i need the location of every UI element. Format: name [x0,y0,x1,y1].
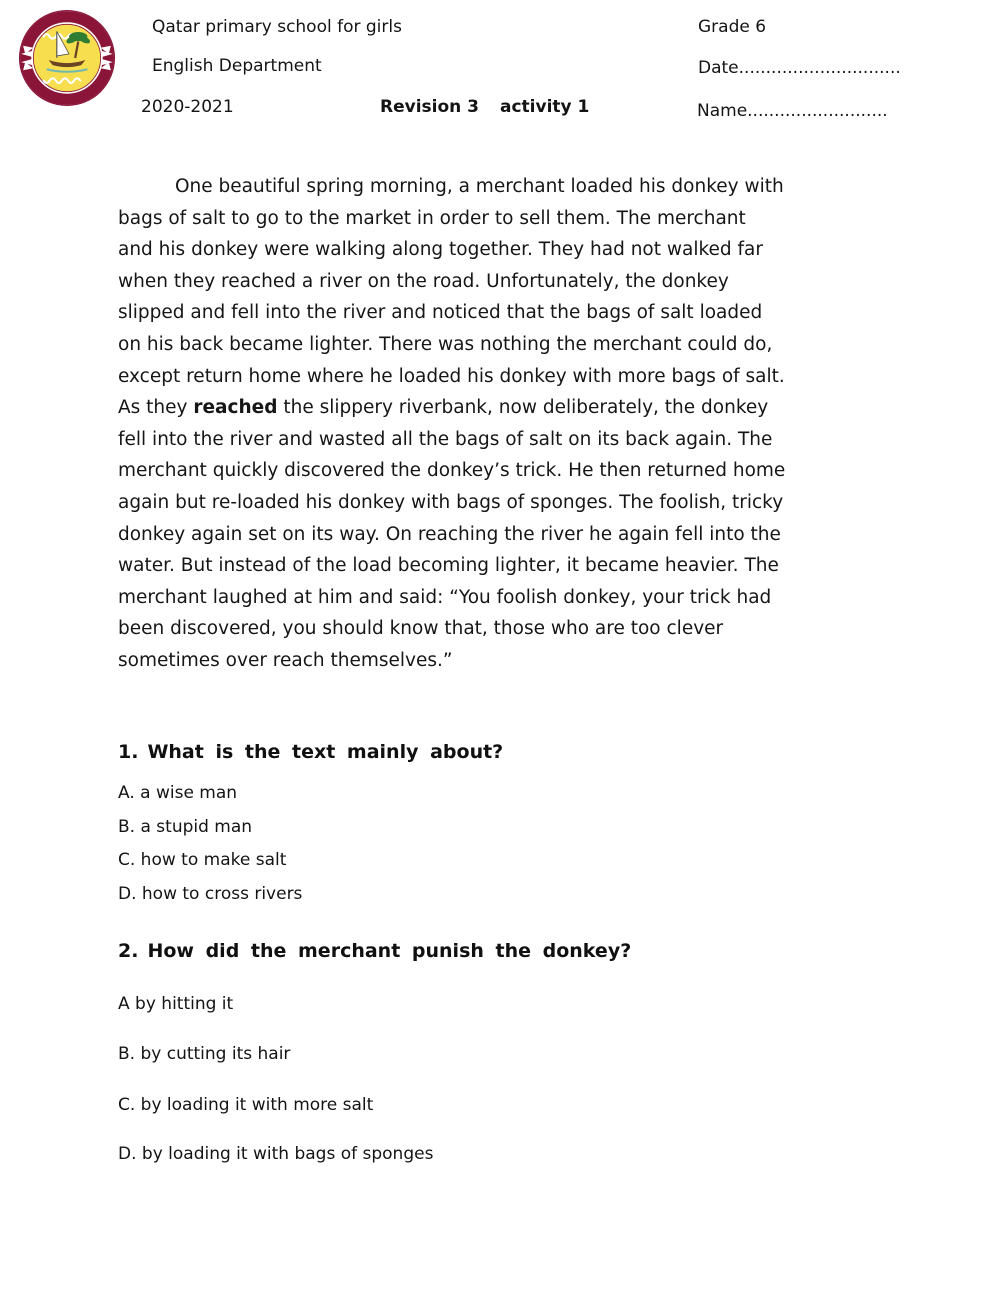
grade-label: Grade 6 [698,17,767,37]
passage-line: merchant quickly discovered the donkey’s trick. He then returned home [118,460,786,482]
question-1-option-a: A. a wise man [118,783,238,803]
passage-line: merchant laughed at him and said: “You foolish donkey, your trick had [118,586,772,608]
passage-text: the slippery riverbank, now deliberately, the donkey [277,397,769,419]
passage-line: One beautiful spring morning, a merchant loaded his donkey with [175,176,784,197]
passage-line: fell into the river and wasted all the bags of salt on its back again. The [118,428,773,450]
question-2-number: 2. [118,940,139,962]
revision-title: Revision 3 [380,97,480,117]
passage-line: sometimes over reach themselves.” [118,649,453,671]
passage-line: except return home where he loaded his donkey with more bags of salt. [118,365,785,387]
question-2-option-d: D. by loading it with bags of sponges [118,1144,434,1164]
passage-line: been discovered, you should know that, those who are too clever [118,618,724,640]
question-1-option-b: B. a stupid man [118,816,253,837]
passage-line: on his back became lighter. There was nothing the merchant could do, [118,333,773,355]
question-1-number: 1. [118,741,139,763]
department-name: English Department [152,56,322,76]
activity-title: activity 1 [500,97,590,117]
passage-line-with-bold [118,392,890,424]
question-1-options [118,777,302,911]
question-1-option-d: D. how to cross rivers [118,883,303,904]
question-2-title [118,940,631,962]
passage-line: again but re-loaded his donkey with bags of sponges. The foolish, tricky [118,491,784,513]
qatar-emblem-icon [16,6,118,110]
name-field: Name.......................... [697,101,888,121]
question-2-option-c: C. by loading it with more salt [118,1095,374,1115]
school-year: 2020-2021 [141,97,234,117]
passage-line: slipped and fell into the river and noticed that the bags of salt loaded [118,302,763,324]
question-1-title [118,741,503,763]
passage-line: when they reached a river on the road. Unfortunately, the donkey [118,270,729,292]
passage-text: As they [118,397,194,419]
passage-line: bags of salt to go to the market in order to sell them. The merchant [118,207,746,229]
question-1-option-c: C. how to make salt [118,850,287,870]
school-logo [16,6,118,110]
school-name: Qatar primary school for girls [152,17,402,37]
reading-passage [118,171,890,677]
date-field: Date.............................. [698,58,901,78]
question-2-option-a: A by hitting it [118,994,234,1014]
passage-line: donkey again set on its way. On reaching the river he again fell into the [118,523,781,545]
question-2-option-b: B. by cutting its hair [118,1044,291,1064]
question-2-text: How did the merchant punish the donkey? [147,940,632,962]
passage-line: and his donkey were walking along together. They had not walked far [118,239,763,261]
passage-bold-word: reached [193,397,278,419]
question-1-text: What is the text mainly about? [147,741,504,763]
passage-line: water. But instead of the load becoming lighter, it became heavier. The [118,555,779,577]
